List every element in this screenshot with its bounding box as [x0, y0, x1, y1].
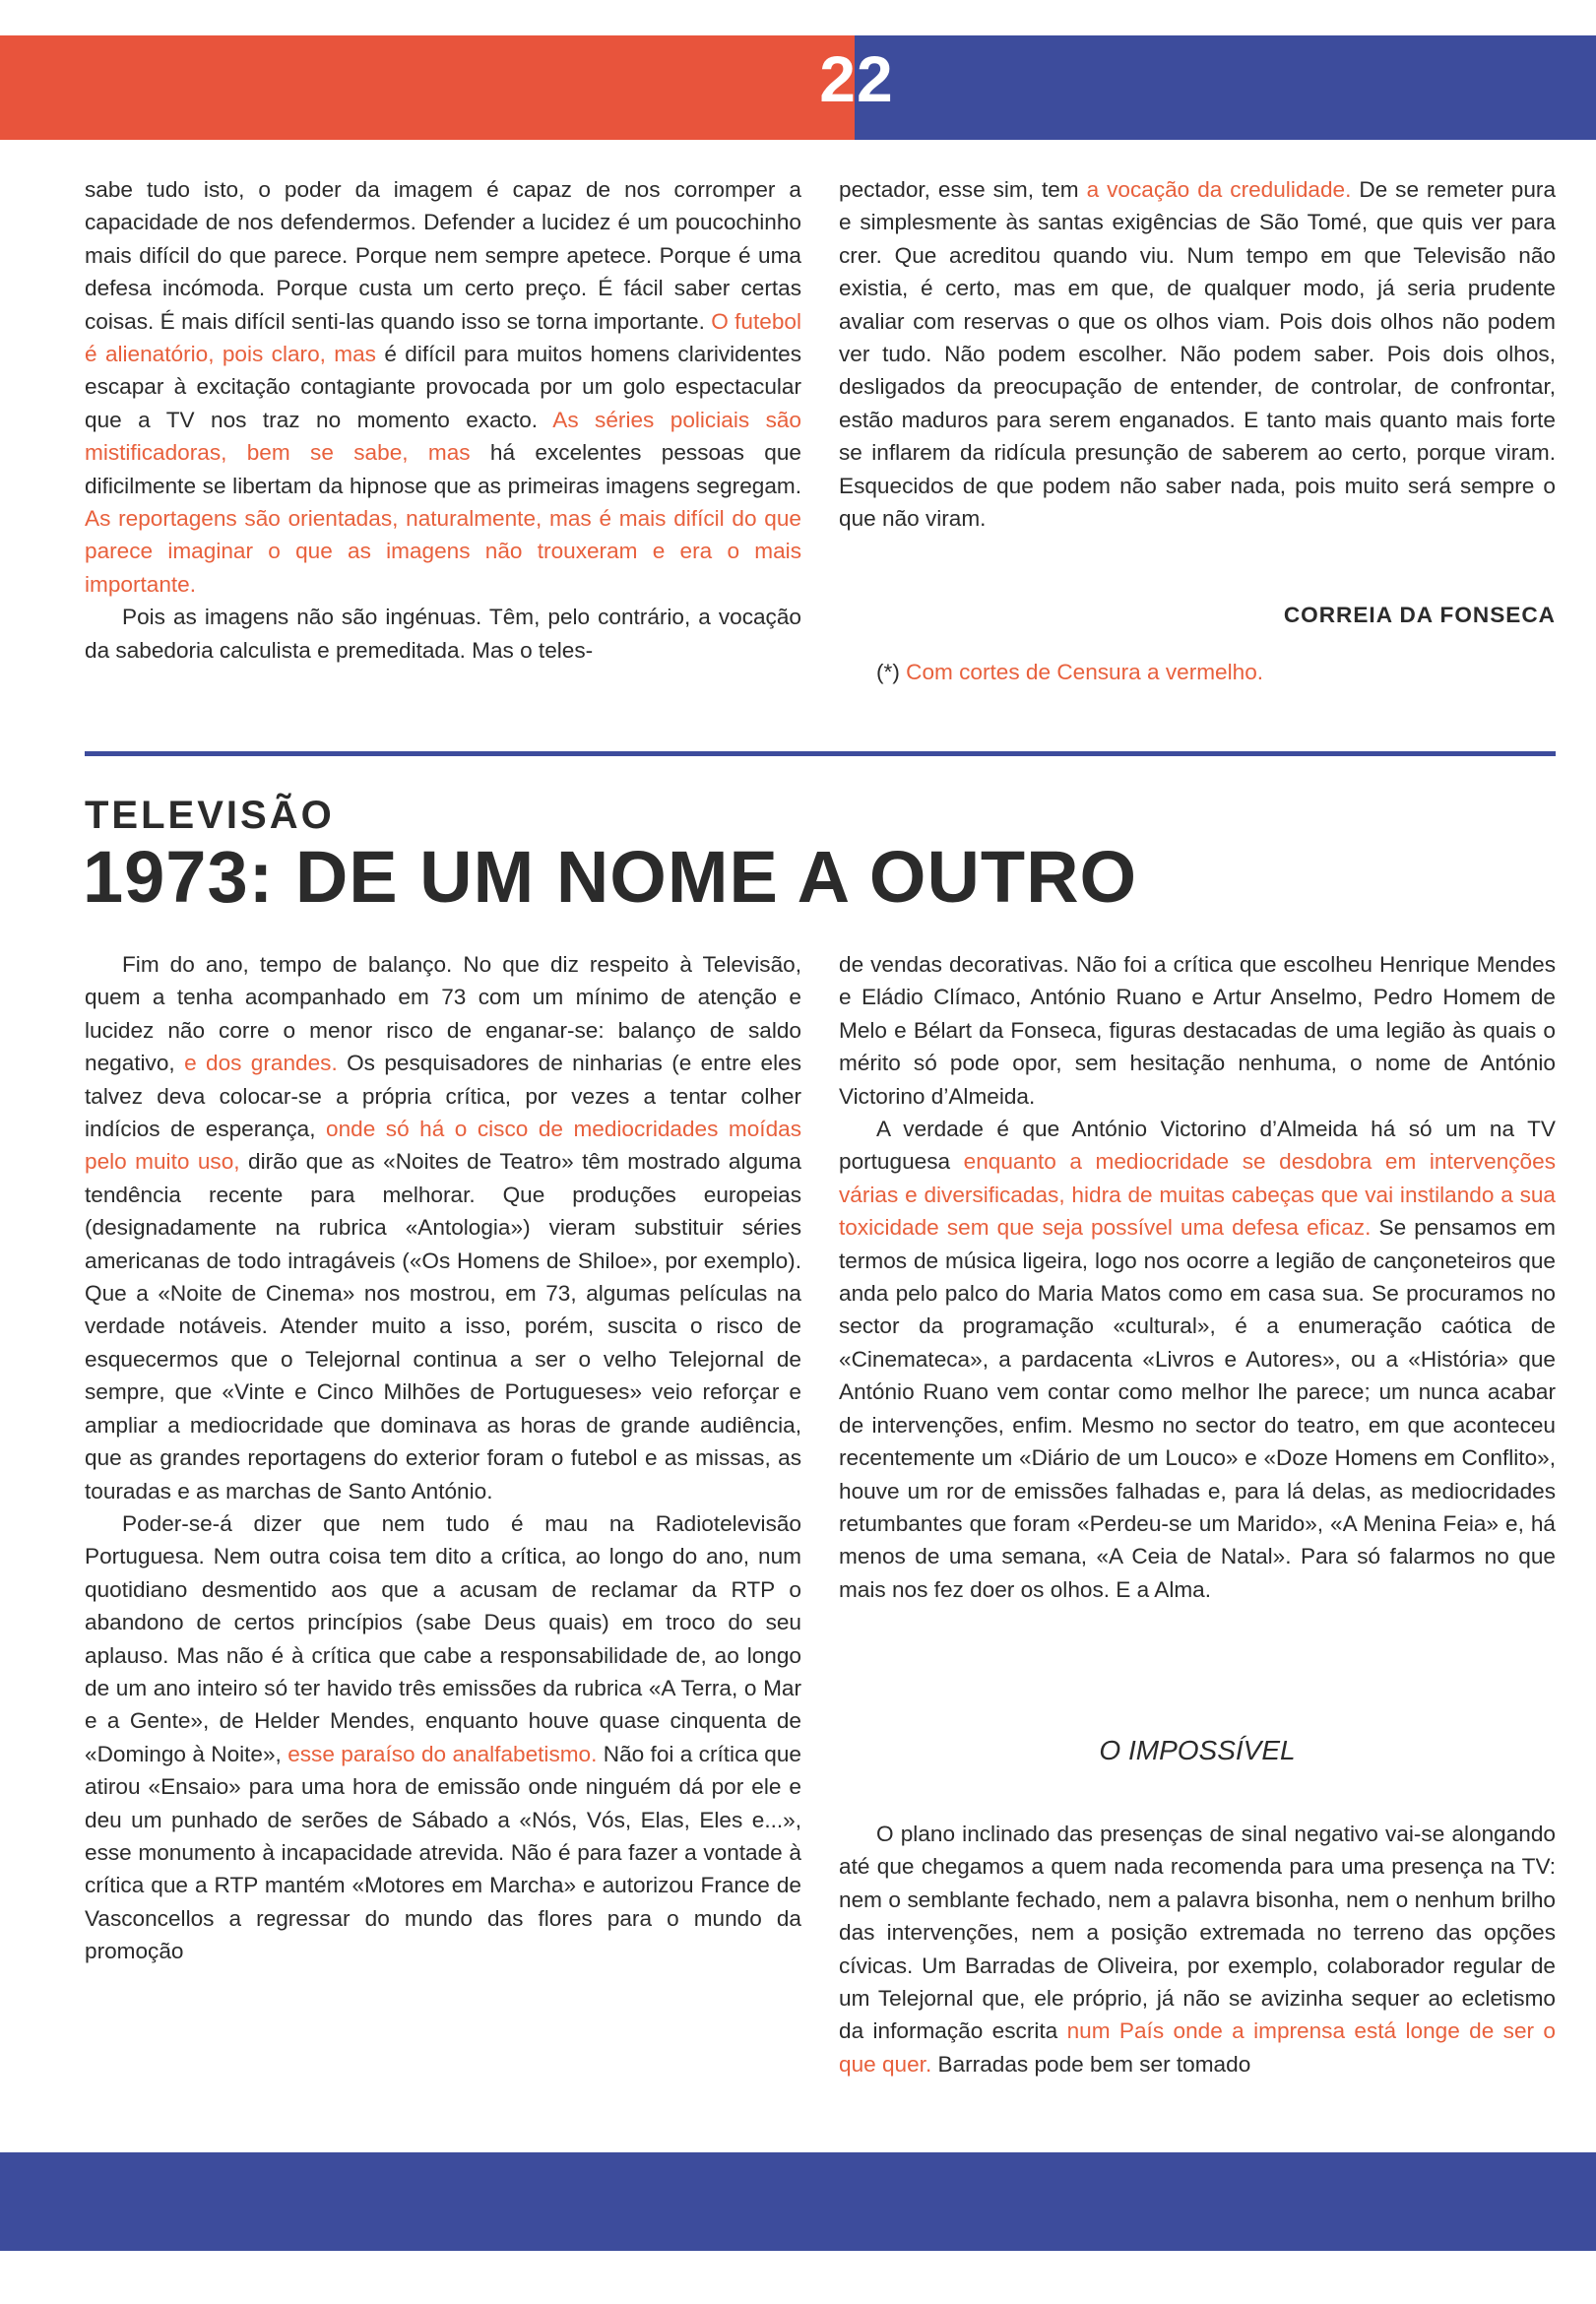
text-run: há excelentes pessoas que dificilmente se libertam da hipnose que as primeiras imagens segregam.: [85, 440, 801, 498]
section-kicker: TELEVISÃO: [85, 794, 335, 837]
article-paragraph-1: [85, 948, 801, 1507]
note-marker: (*): [876, 660, 907, 684]
censored-text-run: e dos grandes.: [184, 1051, 338, 1076]
article-paragraph-5: [839, 1818, 1556, 2080]
text-run: é difícil para muitos homens clarividentes escapar à excitação contagiante provocada por um golo espectacular que a TV nos traz no momento exacto.: [85, 342, 801, 432]
censored-text-run: O futebol é alienatório, pois claro, mas: [85, 308, 801, 367]
top-left-paragraph-2: Pois as imagens não são ingénuas. Têm, pelo contrário, a vocação da sabedoria calculista e premeditada. Mas o teles-: [85, 605, 801, 663]
top-right-paragraph: [839, 173, 1556, 535]
note-text: Com cortes de Censura a vermelho.: [906, 660, 1264, 684]
text-run: pectador, esse sim, tem: [839, 177, 1087, 202]
article-right-column-lower: [839, 1818, 1556, 2080]
article-paragraph-2: [85, 1507, 801, 1968]
top-left-column: [85, 173, 801, 667]
text-run: dirão que as «Noites de Teatro» têm mostrado alguma tendência recente para melhorar. Que produções europeias (designadamente na rubrica «Antologia») vieram substituir séries americanas de todo intragáveis («Os Homens de Shiloe», por exemplo). Que a «Noite de Cinema» nos mostrou, em 73, algumas películas na verdade notáveis. Atender muito a isso, porém, suscita o risco de esquecermos que o Telejornal continua a ser o velho Telejornal de sempre, que «Vinte e Cinco Milhões de Portugueses» veio reforçar e ampliar a mediocridade que dominava as horas de grande audiência, que as grandes reportagens do exterior foram o futebol e as missas, as touradas e as marchas de Santo António.: [85, 1149, 801, 1504]
section-divider: [85, 751, 1556, 756]
censored-text-run: As séries policiais são mistificadoras, bem se sabe, mas: [85, 407, 801, 466]
censored-text-run: num País onde a imprensa está longe de ser o que quer.: [839, 2018, 1556, 2077]
article-left-column: [85, 948, 801, 1968]
article-paragraph-3: de vendas decorativas. Não foi a crítica que escolheu Henrique Mendes e Eládio Clímaco, António Ruano e Artur Anselmo, Pedro Homem de Melo e Bélart da Fonseca, figuras destacadas de uma legião às quais o mérito só pode opor, sem hesitação nenhuma, o nome de António Victorino d’Almeida.: [839, 952, 1556, 1109]
censored-text-run: As reportagens são orientadas, naturalmente, mas é mais difícil do que parece imaginar o que as imagens não trouxeram e era o mais importante.: [85, 506, 801, 597]
top-right-column: [839, 173, 1556, 535]
article-paragraph-4: [839, 1113, 1556, 1606]
text-run: Os pesquisadores de ninharias (e entre eles talvez deva colocar-se a própria crítica, por vezes a tentar colher indícios de esperança,: [85, 1051, 801, 1142]
article-right-column: [839, 948, 1556, 1606]
text-run: Poder-se-á dizer que nem tudo é mau na Radiotelevisão Portuguesa. Nem outra coisa tem dito a crítica, ao longo do ano, num quotidiano desmentido aos que a acusam de reclamar da RTP o abandono de certos princípios (sabe Deus quais) em troco do seu aplauso. Mas não é à crítica que cabe a responsabilidade de, ao longo de um ano inteiro só ter havido três emissões da rubrica «A Terra, o Mar e a Gente», de Helder Mendes, enquanto houve quase cinquenta de «Domingo à Noite»,: [85, 1510, 801, 1766]
censored-text-run: a vocação da credulidade.: [1086, 177, 1352, 202]
text-run: Se pensamos em termos de música ligeira, logo nos ocorre a legião de cançoneteiros que anda pelo palco do Maria Matos como em casa sua. Se procuramos no sector da programação «cultural», é a enumeração caótica de «Cinemateca», a pardacenta «Livros e Autores», ou a «História» que António Ruano vem contar como melhor lhe parece; um nunca acabar de intervenções, enfim. Mesmo no sector do teatro, em que aconteceu recentemente um «Diário de um Louco» e «Doze Homens em Conflito», houve um ror de emissões falhadas e, para lá delas, as mediocridades retumbantes que foram «Perdeu-se um Marido», «A Menina Feia» e, há menos de uma semana, «A Ceia de Natal». Para só falarmos no que mais nos fez doer os olhos. E a Alma.: [839, 1215, 1556, 1602]
censored-text-run: esse paraíso do analfabetismo.: [287, 1741, 598, 1766]
top-left-paragraph-1: [85, 173, 801, 601]
text-run: A verdade é que António Victorino d’Almeida há só um na TV portuguesa: [839, 1117, 1556, 1175]
text-run: De se remeter pura e simplesmente às santas exigências de São Tomé, que quis ver para crer. Que acreditou quando viu. Num tempo em que Televisão não existia, é certo, mas em que, de qualquer modo, já seria prudente avaliar com reservas o que os olhos viam. Pois dois olhos não podem ver tudo. Não podem escolher. Não podem saber. Pois dois olhos, desligados da preocupação de entender, de controlar, de confrontar, estão maduros para serem enganados. E tanto mais quanto mais forte se inflarem da ridícula presunção de saberem ao certo, porque viram. Esquecidos de que podem não saber nada, pois muito será sempre o que não viram.: [839, 177, 1557, 532]
article-subheading: O IMPOSSÍVEL: [1099, 1735, 1296, 1765]
page-number: 22: [819, 42, 894, 115]
article-headline: 1973: DE UM NOME A OUTRO: [83, 836, 1138, 918]
bottom-banner: [0, 2152, 1596, 2251]
censored-text-run: enquanto a mediocridade se desdobra em intervenções várias e diversificadas, hidra de muitas cabeças que vai instilando a sua toxicidade sem que seja possível uma defesa eficaz.: [839, 1149, 1556, 1241]
top-banner: [0, 35, 1596, 140]
censored-text-run: onde só há o cisco de mediocridades moídas pelo muito uso,: [85, 1117, 801, 1175]
censorship-note: [876, 660, 1263, 685]
author-signature: CORREIA DA FONSECA: [1283, 603, 1556, 627]
text-run: Barradas pode bem ser tomado: [931, 2051, 1251, 2077]
banner-red-block: [0, 35, 855, 140]
text-run: Fim do ano, tempo de balanço. No que diz respeito à Televisão, quem a tenha acompanhado em 73 com um mínimo de atenção e lucidez não corre o menor risco de enganar-se: balanço de saldo negativo,: [85, 952, 801, 1076]
text-run: Não foi a crítica que atirou «Ensaio» para uma hora de emissão onde ninguém dá por ele e deu um punhado de serões de Sábado a «Nós, Vós, Elas, Eles e...», esse monumento à incapacidade atrevida. Não é para fazer a vontade à crítica que a RTP mantém «Motores em Marcha» e autorizou France de Vasconcellos a regressar do mundo das flores para o mundo da promoção: [85, 1741, 801, 1964]
text-run: O plano inclinado das presenças de sinal negativo vai-se alongando até que chegamos a quem nada recomenda para uma presença na TV: nem o semblante fechado, nem a palavra bisonha, nem o nenhum brilho das intervenções, nem a posição extremada no terreno das opções cívicas. Um Barradas de Oliveira, por exemplo, colaborador regular de um Telejornal que, ele próprio, já não se avizinha sequer ao ecletismo da informação escrita: [839, 1822, 1556, 2044]
text-run: sabe tudo isto, o poder da imagem é capaz de nos corromper a capacidade de nos defendermos. Defender a lucidez é um poucochinho mais difícil do que parece. Porque nem sempre apetece. Porque é uma defesa incómoda. Porque custa um certo preço. É fácil saber certas coisas. É mais difícil senti-las quando isso se torna importante.: [85, 177, 801, 334]
